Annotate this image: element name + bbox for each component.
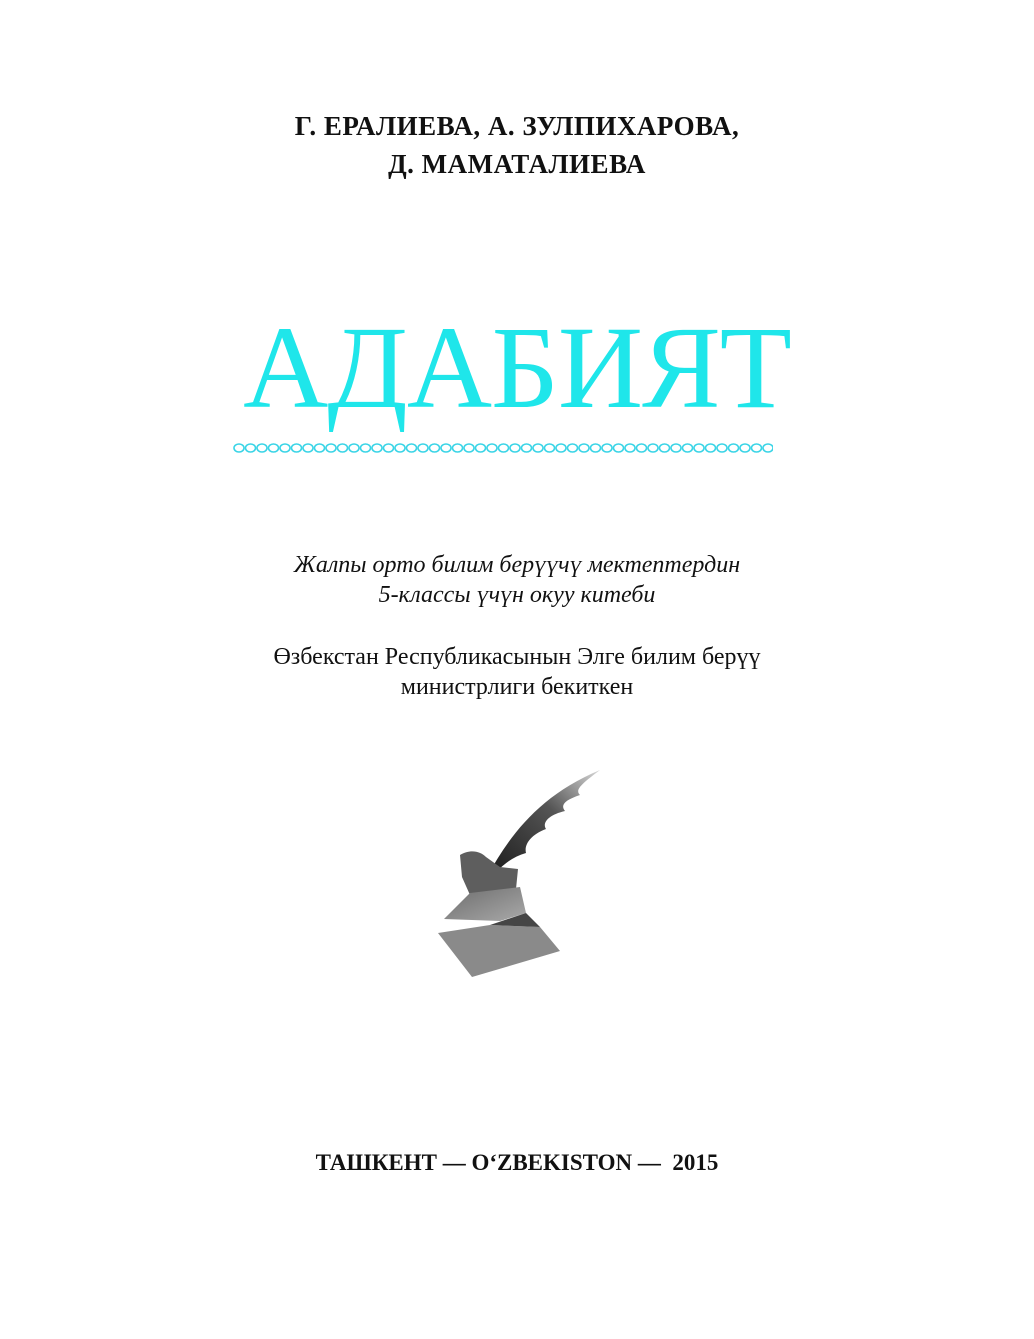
chain-link (418, 444, 428, 452)
chain-link (292, 444, 302, 452)
paper-sheet-middle (444, 887, 526, 921)
chain-link (522, 444, 532, 452)
paper-sheet-bottom (438, 925, 560, 977)
chain-links (234, 444, 773, 452)
chain-link (246, 444, 256, 452)
chain-link (361, 444, 371, 452)
chain-link (660, 444, 670, 452)
chain-link (579, 444, 589, 452)
chain-link (384, 444, 394, 452)
chain-link (372, 444, 382, 452)
chain-link (763, 444, 773, 452)
approval-line-2: министрлиги бекиткен (400, 674, 634, 700)
subtitle-line-1: Жалпы орто билим берүүчү мектептердин (293, 552, 741, 578)
chain-link (729, 444, 739, 452)
chain-link (476, 444, 486, 452)
chain-link (591, 444, 601, 452)
chain-link (602, 444, 612, 452)
chain-link (338, 444, 348, 452)
chain-link (694, 444, 704, 452)
chain-link (671, 444, 681, 452)
chain-link (533, 444, 543, 452)
chain-link (349, 444, 359, 452)
chain-link (706, 444, 716, 452)
chain-link (510, 444, 520, 452)
book-title: АДАБИЯТ (243, 302, 791, 433)
chain-link (315, 444, 325, 452)
chain-link (326, 444, 336, 452)
chain-link (407, 444, 417, 452)
chain-ornament-icon (233, 438, 773, 458)
chain-link (614, 444, 624, 452)
chain-link (545, 444, 555, 452)
chain-link (499, 444, 509, 452)
chain-link (280, 444, 290, 452)
subtitle-line-2: 5-классы үчүн окуу китеби (378, 582, 656, 608)
authors-line-2: Д. МАМАТАЛИЕВА (388, 149, 646, 179)
chain-link (740, 444, 750, 452)
chain-link (648, 444, 658, 452)
chain-link (464, 444, 474, 452)
chain-link (637, 444, 647, 452)
publisher-imprint: ТАШКЕНТ — O‘ZBEKISTON — 2015 (315, 1150, 719, 1175)
chain-link (556, 444, 566, 452)
chain-link (717, 444, 727, 452)
chain-link (395, 444, 405, 452)
chain-link (683, 444, 693, 452)
chain-link (269, 444, 279, 452)
approval-line-1: Өзбекстан Республикасынын Элге билим берүү (273, 644, 761, 670)
chain-link (303, 444, 313, 452)
chain-link (234, 444, 244, 452)
feather-shape (488, 770, 600, 877)
chain-link (453, 444, 463, 452)
chain-link (430, 444, 440, 452)
authors-line-1: Г. ЕРАЛИЕВА, А. ЗУЛПИХАРОВА, (294, 111, 740, 141)
quill-and-paper-icon (430, 765, 610, 985)
chain-link (257, 444, 267, 452)
chain-link (752, 444, 762, 452)
chain-link (487, 444, 497, 452)
chain-link (441, 444, 451, 452)
chain-link (625, 444, 635, 452)
chain-link (568, 444, 578, 452)
